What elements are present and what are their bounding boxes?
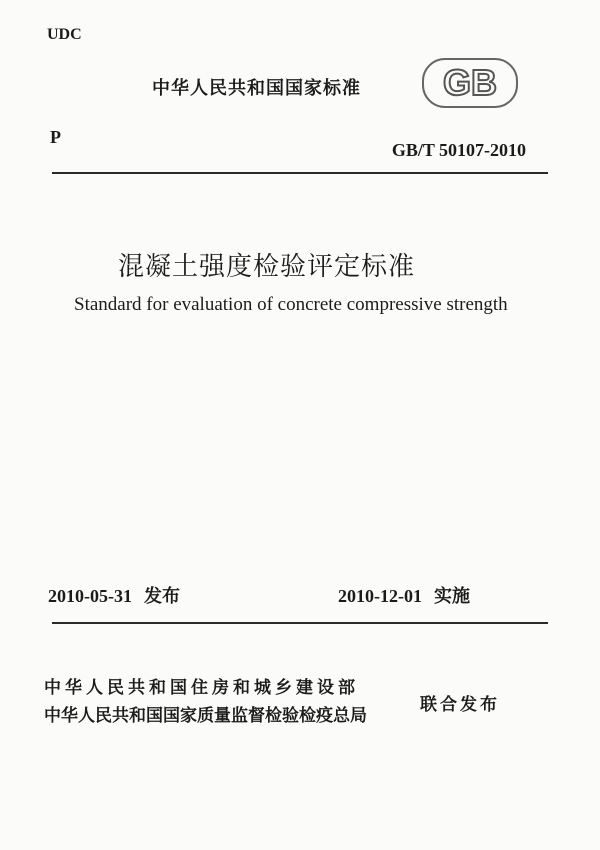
standard-type: 中华人民共和国国家标准 — [152, 78, 361, 99]
udc-label: UDC — [47, 26, 82, 43]
implement-date: 2010-12-01 — [338, 586, 422, 606]
issuer-org-2: 中华人民共和国国家质量监督检验检疫总局 — [44, 706, 367, 726]
issue-date-line — [48, 582, 180, 608]
top-divider — [52, 172, 548, 174]
implement-date-line — [338, 582, 470, 608]
gb-logo — [422, 58, 518, 108]
issue-date: 2010-05-31 — [48, 586, 132, 606]
svg-text:GB: GB — [443, 62, 497, 103]
joint-issue-label: 联合发布 — [420, 695, 500, 715]
classification-code: P — [50, 127, 61, 147]
standard-number: GB/T 50107-2010 — [391, 140, 526, 160]
title-chinese: 混凝土强度检验评定标准 — [118, 252, 416, 282]
bottom-divider — [52, 622, 548, 624]
implement-label: 实施 — [434, 586, 470, 607]
issuer-org-1: 中华人民共和国住房和城乡建设部 — [44, 678, 359, 698]
issue-label: 发布 — [144, 586, 180, 607]
title-english: Standard for evaluation of concrete compressive strength — [74, 294, 508, 315]
